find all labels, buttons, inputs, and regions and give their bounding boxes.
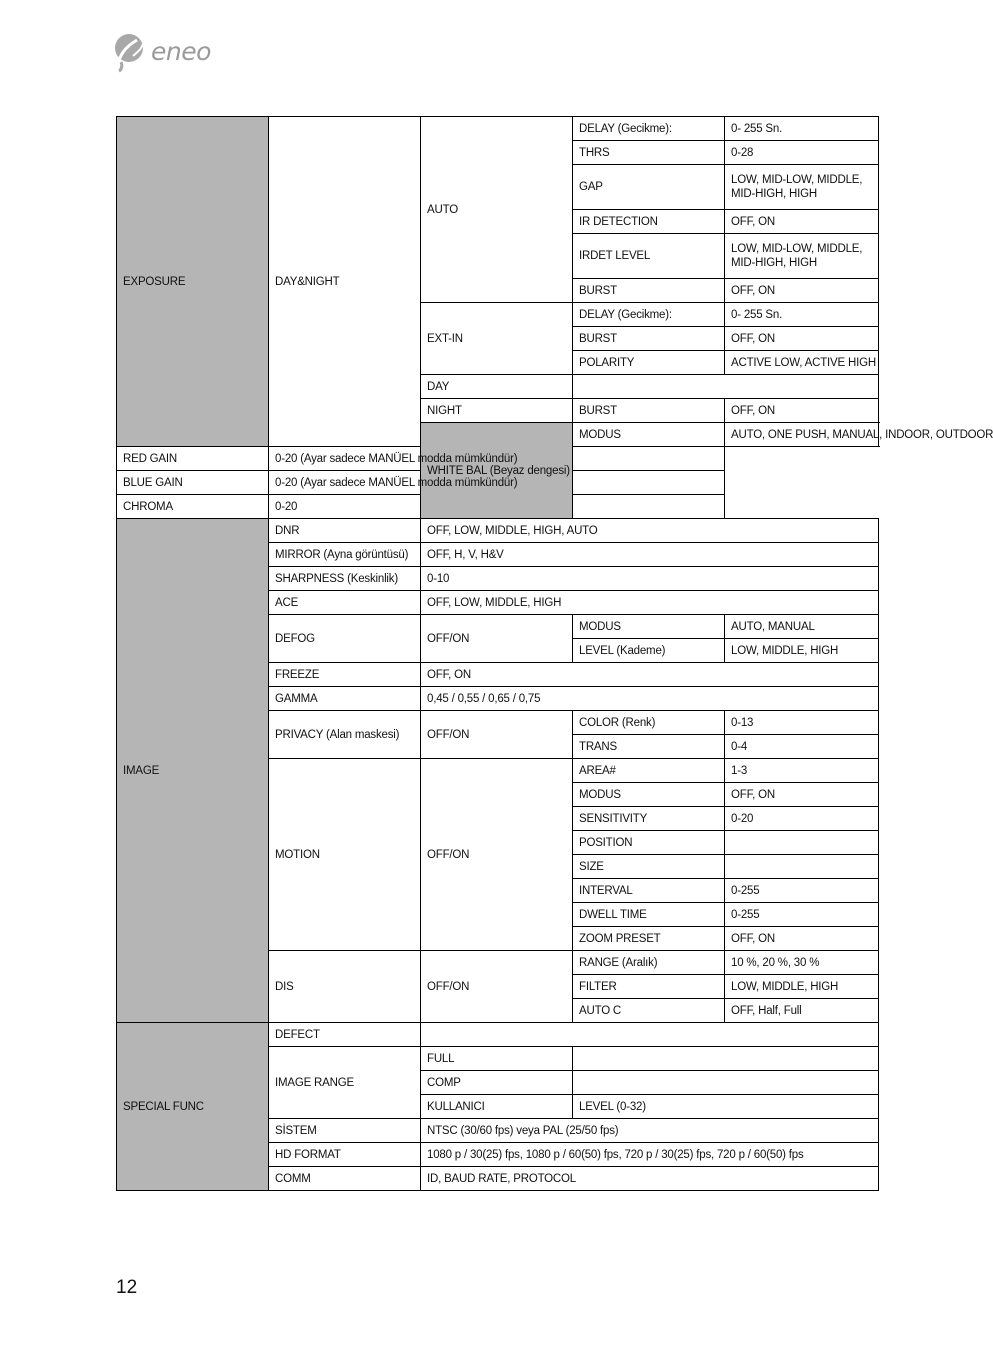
param-name: DIS — [269, 951, 421, 1023]
table-row — [117, 117, 879, 141]
param-value: 0- 255 Sn. — [725, 117, 879, 141]
sub-param-name: MODUS — [573, 615, 725, 639]
sub-param-name: SENSITIVITY — [573, 807, 725, 831]
table-row — [117, 495, 879, 519]
param-name: DELAY (Gecikme): — [573, 303, 725, 327]
param-value: OFF/ON — [421, 759, 573, 951]
sub-param-name: KULLANICI — [421, 1095, 573, 1119]
param-value: OFF, ON — [725, 279, 879, 303]
param-value: LOW, MID-LOW, MIDDLE, MID-HIGH, HIGH — [725, 234, 879, 279]
cell-extin: EXT-IN — [421, 303, 573, 375]
param-value: OFF, ON — [725, 210, 879, 234]
param-value: OFF/ON — [421, 711, 573, 759]
param-name: GAP — [573, 165, 725, 210]
param-name: DEFECT — [269, 1023, 421, 1047]
sub-param-name: INTERVAL — [573, 879, 725, 903]
param-name: BURST — [573, 399, 725, 423]
param-name: PRIVACY (Alan maskesi) — [269, 711, 421, 759]
table-row — [117, 519, 879, 543]
sub-param-value: 0-4 — [725, 735, 879, 759]
empty-cell — [573, 375, 879, 399]
sub-param-value — [725, 831, 879, 855]
sub-param-value: 0-20 — [725, 807, 879, 831]
settings-table — [116, 116, 993, 1191]
param-value: ACTIVE LOW, ACTIVE HIGH — [725, 351, 879, 375]
sub-param-name: POSITION — [573, 831, 725, 855]
param-value: NTSC (30/60 fps) veya PAL (25/50 fps) — [421, 1119, 879, 1143]
category-image: IMAGE — [117, 519, 269, 1023]
param-name: DNR — [269, 519, 421, 543]
param-value: 0-28 — [725, 141, 879, 165]
sub-param-value: LEVEL (0-32) — [573, 1095, 879, 1119]
param-name: DELAY (Gecikme): — [573, 117, 725, 141]
sub-param-value: LOW, MIDDLE, HIGH — [725, 975, 879, 999]
sub-param-name: AREA# — [573, 759, 725, 783]
sub-param-value: 1-3 — [725, 759, 879, 783]
sub-param-name: RANGE (Aralık) — [573, 951, 725, 975]
param-name: ACE — [269, 591, 421, 615]
param-value: 0-20 — [269, 495, 725, 519]
param-value: 0- 255 Sn. — [725, 303, 879, 327]
empty-cell — [421, 1023, 879, 1047]
sub-param-name: AUTO C — [573, 999, 725, 1023]
param-value: OFF, ON — [421, 663, 879, 687]
param-name: FREEZE — [269, 663, 421, 687]
sub-param-value: 10 %, 20 %, 30 % — [725, 951, 879, 975]
cell-auto: AUTO — [421, 117, 573, 303]
param-value: OFF, LOW, MIDDLE, HIGH, AUTO — [421, 519, 879, 543]
param-value: OFF, H, V, H&V — [421, 543, 879, 567]
sub-param-value: 0-13 — [725, 711, 879, 735]
param-value: 0-20 (Ayar sadece MANÜEL modda mümkündür) — [269, 447, 725, 471]
param-value: 0-20 (Ayar sadece MANÜEL modda mümkündür) — [269, 471, 725, 495]
sub-param-name: DWELL TIME — [573, 903, 725, 927]
sub-param-name: FULL — [421, 1047, 573, 1071]
sub-param-name: ZOOM PRESET — [573, 927, 725, 951]
param-name: BURST — [573, 279, 725, 303]
param-name: IMAGE RANGE — [269, 1047, 421, 1119]
param-name: HD FORMAT — [269, 1143, 421, 1167]
param-value: 0,45 / 0,55 / 0,65 / 0,75 — [421, 687, 879, 711]
page-number: 12 — [116, 1277, 138, 1298]
param-name: GAMMA — [269, 687, 421, 711]
sub-param-name: SIZE — [573, 855, 725, 879]
category-exposure: EXPOSURE — [117, 117, 269, 447]
sub-param-value: 0-255 — [725, 903, 879, 927]
param-value: AUTO, ONE PUSH, MANUAL, INDOOR, OUTDOOR — [725, 423, 879, 447]
param-value: OFF/ON — [421, 951, 573, 1023]
param-value: OFF/ON — [421, 615, 573, 663]
param-name: IRDET LEVEL — [573, 234, 725, 279]
sub-param-name: LEVEL (Kademe) — [573, 639, 725, 663]
param-value: ID, BAUD RATE, PROTOCOL — [421, 1167, 879, 1191]
sub-param-value: 0-255 — [725, 879, 879, 903]
cell-daynight: DAY&NIGHT — [269, 117, 421, 447]
param-name: DEFOG — [269, 615, 421, 663]
param-name: BURST — [573, 327, 725, 351]
eneo-logo-icon — [113, 30, 147, 72]
param-value: OFF, ON — [725, 327, 879, 351]
param-value: 0-10 — [421, 567, 879, 591]
param-name: CHROMA — [117, 495, 269, 519]
table-row — [117, 1023, 879, 1047]
sub-param-value: LOW, MIDDLE, HIGH — [725, 639, 879, 663]
param-name: MODUS — [573, 423, 725, 447]
param-name: MIRROR (Ayna görüntüsü) — [269, 543, 421, 567]
param-value: LOW, MID-LOW, MIDDLE, MID-HIGH, HIGH — [725, 165, 879, 210]
param-value: 1080 p / 30(25) fps, 1080 p / 60(50) fps, 720 p / 30(25) fps, 720 p / 60(50) fps — [421, 1143, 879, 1167]
param-name: BLUE GAIN — [117, 471, 269, 495]
sub-param-name: FILTER — [573, 975, 725, 999]
cell-night: NIGHT — [421, 399, 573, 423]
param-name: IR DETECTION — [573, 210, 725, 234]
sub-param-value: OFF, ON — [725, 783, 879, 807]
param-value: OFF, LOW, MIDDLE, HIGH — [421, 591, 879, 615]
param-name: RED GAIN — [117, 447, 269, 471]
param-value: OFF, ON — [725, 399, 879, 423]
sub-param-name: TRANS — [573, 735, 725, 759]
sub-param-name: COLOR (Renk) — [573, 711, 725, 735]
empty-cell — [573, 1071, 879, 1095]
sub-param-value: OFF, Half, Full — [725, 999, 879, 1023]
param-name: SHARPNESS (Keskinlik) — [269, 567, 421, 591]
param-name: POLARITY — [573, 351, 725, 375]
param-name: SİSTEM — [269, 1119, 421, 1143]
param-name: MOTION — [269, 759, 421, 951]
brand-logo — [113, 30, 211, 72]
param-name: COMM — [269, 1167, 421, 1191]
sub-param-value: AUTO, MANUAL — [725, 615, 879, 639]
sub-param-value: OFF, ON — [725, 927, 879, 951]
category-special-func: SPECIAL FUNC — [117, 1023, 269, 1191]
sub-param-name: MODUS — [573, 783, 725, 807]
empty-cell — [573, 1047, 879, 1071]
cell-day: DAY — [421, 375, 573, 399]
brand-name: eneo — [151, 36, 211, 66]
category-white-bal: WHITE BAL (Beyaz dengesi) — [421, 423, 573, 519]
param-name: THRS — [573, 141, 725, 165]
sub-param-value — [725, 855, 879, 879]
sub-param-name: COMP — [421, 1071, 573, 1095]
